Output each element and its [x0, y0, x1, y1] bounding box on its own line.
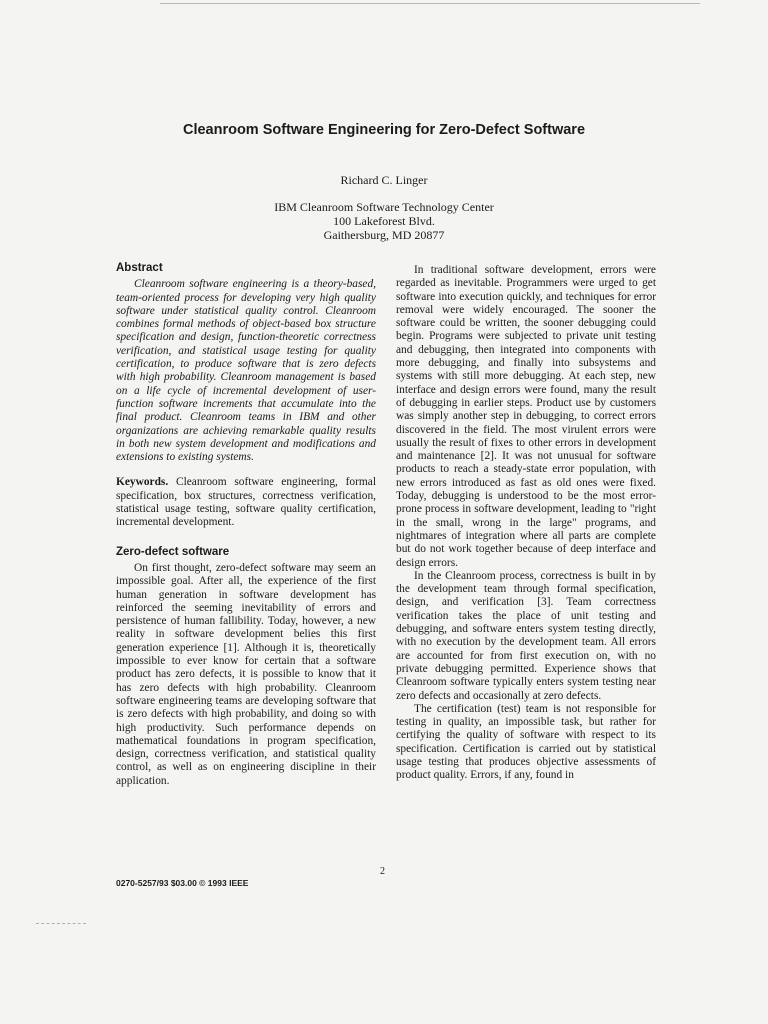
copyright-footer: 0270-5257/93 $03.00 © 1993 IEEE [116, 878, 249, 888]
scan-artifact-mark [36, 923, 86, 925]
section-heading: Zero-defect software [116, 545, 230, 558]
scan-edge-line [160, 3, 700, 4]
author-name: Richard C. Linger [340, 173, 428, 187]
abstract-body: Cleanroom software engineering is a theory-based, team-oriented process for developing very high quality software under statistical quality control. Cleanroom combines formal methods of object-based box structure specification and design, function-theoretic correctness verification, and statistical usage testing for quality certification, to produce software that is zero defects with high probability. Cleanroom management is based on a life cycle of incremental development of user-function software increments that accumulate into the final product. Cleanroom teams in IBM and other organizations are achieving remarkable quality results in both new system development and modifications and extensions to existing systems. [116, 278, 376, 464]
page-number: 2 [380, 866, 385, 877]
affiliation [0, 200, 768, 242]
right-paragraph-1: In traditional software development, errors were regarded as inevitable. Programmers were urged to get software into execution quickly, and techniques for error removal were widely encouraged. The sooner the software could be written, the sooner debugging could begin. Programs were subjected to private unit testing and debugging, then integrated into components with more debugging, and finally into subsystems and systems with still more debugging. At each step, new interface and design errors were found, many the result of debugging in earlier steps. Product use by customers was simply another step in debugging, to correct errors discovered in the field. The most virulent errors were usually the result of fixes to other errors in development and maintenance [2]. It was not unusual for software products to reach a steady-state error population, with new errors introduced as fast as old ones were fixed. Today, debugging is understood to be the most error-prone process in software development, leading to "right in the small, wrong in the large" programs, and nightmares of integration where all parts are complete but do not work together because of deep interface and design errors. [396, 264, 656, 569]
affiliation-line-2: 100 Lakeforest Blvd. [333, 214, 435, 228]
left-column [116, 262, 376, 788]
right-column [396, 264, 656, 783]
keywords-label: Keywords. [116, 476, 169, 489]
right-paragraph-2: In the Cleanroom process, correctness is built in by the development team through formal specification, design, and verification [3]. Team correctness verification takes the place of unit testing and debugging, and software enters system testing directly, with no execution by the development team. All errors are accounted for from first execution on, with no private debugging permitted. Experience shows that Cleanroom software typically enters system testing near zero defects and occasionally at zero defects. [396, 569, 656, 702]
keywords-text: Cleanroom software engineering, formal specification, box structures, correctness verification, statistical usage testing, software quality certification, incremental development. [116, 476, 376, 529]
right-paragraph-3: The certification (test) team is not responsible for testing in quality, an impossible task, but rather for certifying the quality of software with respect to its specification. Certification is carried out by statistical usage testing that produces objective assessments of product quality. Errors, if any, found in [396, 702, 656, 782]
keywords-paragraph [116, 476, 376, 529]
abstract-heading: Abstract [116, 262, 163, 274]
affiliation-line-3: Gaithersburg, MD 20877 [323, 228, 445, 242]
paper-title: Cleanroom Software Engineering for Zero-Defect Software [182, 122, 586, 138]
affiliation-line-1: IBM Cleanroom Software Technology Center [274, 200, 494, 214]
section-paragraph-1: On first thought, zero-defect software may seem an impossible goal. After all, the experience of the first human generation in software development has reinforced the seeming inevitability of errors and persistence of human fallibility. Today, however, a new reality in software development belies this first generation experience [1]. Although it is, theoretically impossible to ever know for certain that a software product has zero defects, it is possible to know that it has zero defects with high probability. Cleanroom software engineering teams are developing software that is zero defects with high probability, and doing so with high productivity. Such performance depends on mathematical foundations in program specification, design, correctness verification, and statistical quality control, as well as on engineering discipline in their application. [116, 561, 376, 787]
